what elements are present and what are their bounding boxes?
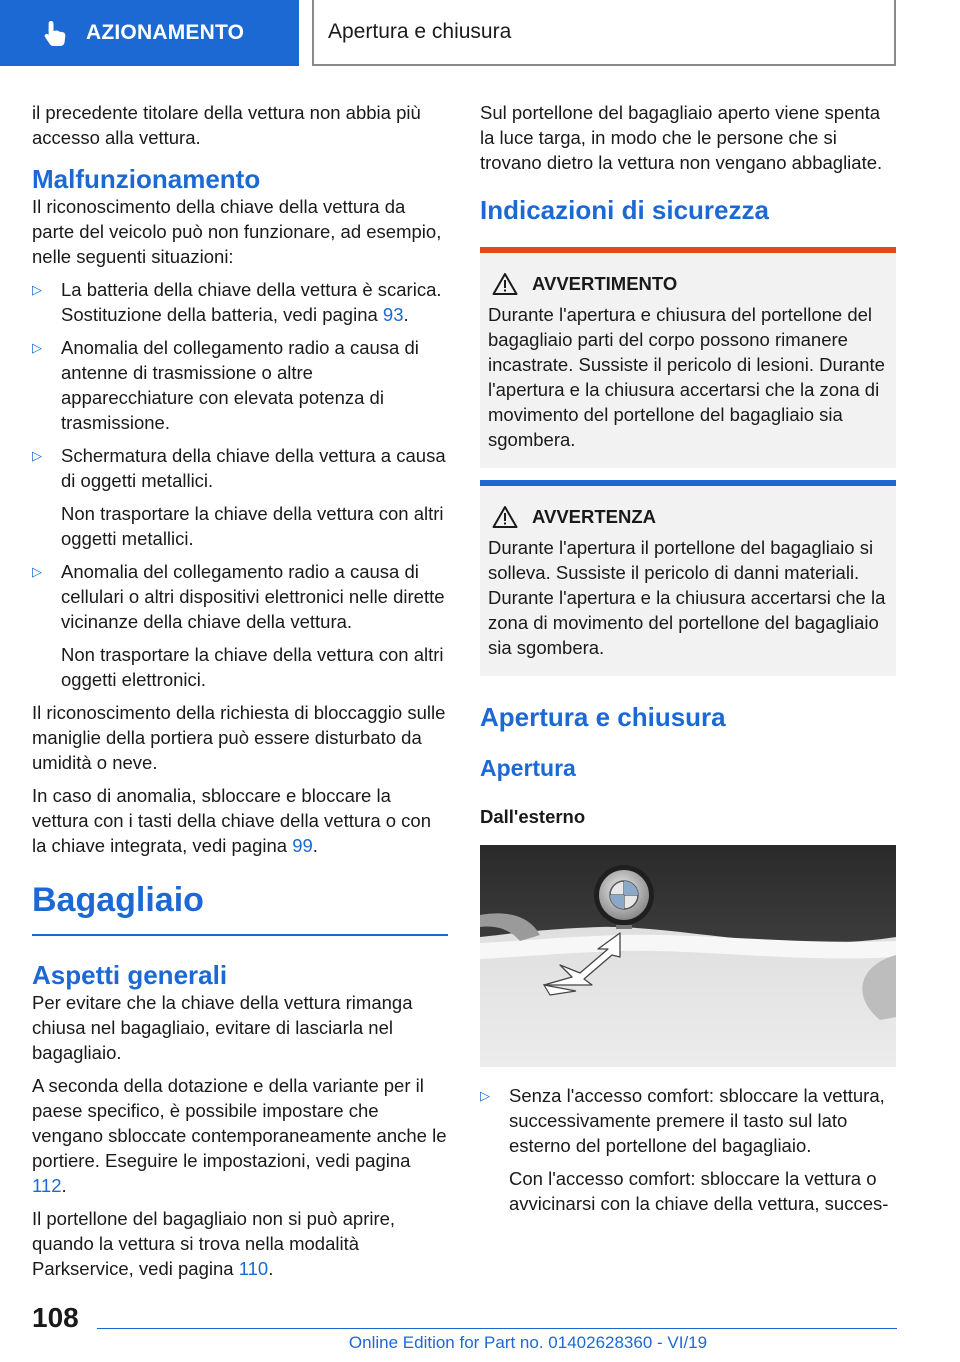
- list-item-text: Anomalia del collegamento radio a causa di antenne di trasmissione o altre apparecchiature con elevata potenza di trasmissione.: [61, 337, 419, 433]
- list-item: [32, 559, 448, 634]
- intro-paragraph: il precedente titolare della vettura non abbia più accesso alla vettura.: [32, 102, 421, 148]
- warning-box: [480, 247, 896, 468]
- warning-title: AVVERTIMENTO: [532, 273, 678, 294]
- page-link-93[interactable]: 93: [382, 304, 404, 325]
- opening-heading: Apertura: [480, 755, 576, 781]
- bullet-triangle-icon: ▷: [32, 565, 42, 580]
- left-column: [32, 100, 448, 1289]
- list-item-note: Non trasportare la chiave della vettura con altri oggetti elettronici.: [61, 644, 444, 690]
- heading-rule: [32, 934, 448, 936]
- general-end-2: .: [61, 1175, 67, 1196]
- bullet-triangle-icon: ▷: [480, 1089, 490, 1104]
- bullet-triangle-icon: ▷: [32, 449, 42, 464]
- bullet-triangle-icon: ▷: [32, 341, 42, 356]
- general-paragraph-1: Per evitare che la chiave della vettura rimanga chiusa nel bagagliaio, evitare di lasciarla nel bagagliaio.: [32, 992, 413, 1063]
- list-item-end: .: [403, 304, 409, 325]
- open-close-heading: Apertura e chiusura: [480, 702, 726, 732]
- warning-title-row: [488, 271, 888, 296]
- right-column: [480, 100, 896, 1224]
- malfunction-heading: Malfunzionamento: [32, 164, 261, 194]
- caution-title: AVVERTENZA: [532, 506, 657, 527]
- outside-heading: Dall'esterno: [480, 806, 586, 827]
- anomaly-paragraph: [32, 783, 448, 858]
- general-end-3: .: [268, 1258, 274, 1279]
- chapter-tab[interactable]: [0, 0, 299, 66]
- list-item-note: Non trasportare la chiave della vettura con altri oggetti metallici.: [61, 503, 444, 549]
- warning-accent-bar: [480, 247, 896, 253]
- bullet-triangle-icon: ▷: [32, 283, 42, 298]
- safety-heading: Indicazioni di sicurezza: [480, 195, 769, 225]
- list-item-text: Senza l'accesso comfort: sbloccare la vettura, successivamente premere il tasto sul lato esterno del portellone del bagagliaio.: [509, 1085, 885, 1156]
- list-item-text: Anomalia del collegamento radio a causa di cellulari o altri dispositivi elettronici nelle dirette vicinanze della chiave della vettura.: [61, 561, 445, 632]
- general-text-2: A seconda della dotazione e della variante per il paese specifico, è possibile impostare che vengano sbloccate contemporaneamente anche le portiere. Eseguire le impostazioni, vedi pagina: [32, 1075, 447, 1171]
- anomaly-text: In caso di anomalia, sbloccare e bloccare la vettura con i tasti della chiave della vettura o con la chiave integrata, vedi pagina: [32, 785, 432, 856]
- warning-text: Durante l'apertura e chiusura del portellone del bagagliaio parti del corpo possono rimanere incastrate. Sussiste il pericolo di lesioni. Durante l'apertura e la chiusura accertarsi che la zona di movimento del portellone del bagagliaio sia sgombera.: [488, 304, 885, 450]
- tailgate-light-paragraph: Sul portellone del bagagliaio aperto viene spenta la luce targa, in modo che le persone che si trovano dietro la vettura non vengano abbagliate.: [480, 102, 883, 173]
- general-paragraph-2: [32, 1073, 448, 1198]
- footer-rule: [97, 1328, 897, 1329]
- list-item-note: Con l'accesso comfort: sbloccare la vettura o avvicinarsi con la chiave della vettura, succes-: [509, 1168, 889, 1214]
- list-item-text: La batteria della chiave della vettura è scarica. Sostituzione della batteria, vedi pagina: [61, 279, 442, 325]
- general-text-3: Il portellone del bagagliaio non si può aprire, quando la vettura si trova nella modalità Parkservice, vedi pagina: [32, 1208, 396, 1279]
- pointing-hand-icon: [40, 18, 70, 48]
- anomaly-end: .: [312, 835, 318, 856]
- warning-triangle-icon: [492, 272, 518, 296]
- list-item: [32, 335, 448, 435]
- list-item-text: Schermatura della chiave della vettura a causa di oggetti metallici.: [61, 445, 446, 491]
- page-number: 108: [32, 1302, 79, 1333]
- tailgate-button-photo: [480, 845, 896, 1067]
- page-link-99[interactable]: 99: [292, 835, 313, 856]
- general-heading: Aspetti generali: [32, 960, 228, 990]
- lock-paragraph: Il riconoscimento della richiesta di bloccaggio sulle maniglie della portiera può essere disturbato da umidità o neve.: [32, 702, 446, 773]
- malfunction-paragraph: Il riconoscimento della chiave della vettura da parte del veicolo può non funzionare, ad esempio, nelle seguenti situazioni:: [32, 196, 442, 267]
- caution-text: Durante l'apertura il portellone del bagagliaio si solleva. Sussiste il pericolo di danni materiali. Durante l'apertura e la chiusura accertarsi che la zona di movimento del portellone del bagagliaio sia sgombera.: [488, 537, 886, 658]
- luggage-heading: Bagagliaio: [32, 881, 204, 919]
- chapter-title: AZIONAMENTO: [86, 21, 245, 44]
- section-header: [312, 0, 896, 66]
- list-item: [32, 277, 448, 327]
- warning-triangle-icon: [492, 505, 518, 529]
- caution-accent-bar: [480, 480, 896, 486]
- list-item: [32, 443, 448, 493]
- caution-title-row: [488, 504, 888, 529]
- caution-box: [480, 480, 896, 676]
- list-item: [480, 1083, 896, 1158]
- general-paragraph-3: [32, 1206, 448, 1281]
- section-title: Apertura e chiusura: [328, 20, 512, 43]
- page-link-110[interactable]: 110: [238, 1258, 269, 1279]
- page-link-112[interactable]: 112: [32, 1175, 62, 1196]
- footer-edition: Online Edition for Part no. 01402628360 - VI/19: [348, 1333, 708, 1352]
